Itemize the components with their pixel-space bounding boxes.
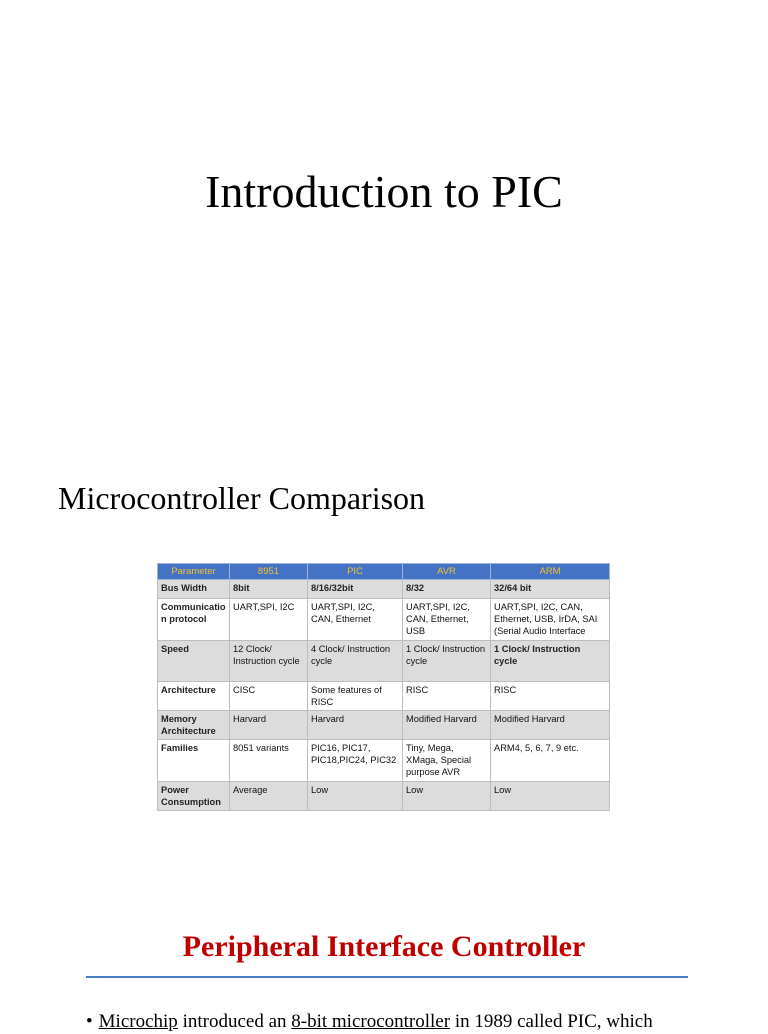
table-row [158, 682, 610, 711]
table-cell: 12 Clock/ Instruction cycle [230, 641, 308, 682]
table-cell: RISC [491, 682, 610, 711]
table-header-row [158, 564, 610, 580]
header-avr: AVR [403, 564, 491, 580]
table-cell: Some features of RISC [308, 682, 403, 711]
table-cell: 8051 variants [230, 740, 308, 782]
table-row [158, 641, 610, 682]
bullet-text-2: in 1989 called PIC, which [450, 1011, 653, 1032]
table-cell: RISC [403, 682, 491, 711]
header-pic: PIC [308, 564, 403, 580]
table-row [158, 580, 610, 599]
bullet-text: introduced an [177, 1011, 292, 1032]
table-row [158, 782, 610, 811]
comparison-table-wrapper [157, 563, 609, 811]
table-cell: 8/32 [403, 580, 491, 599]
table-cell-param: Power Consumption [158, 782, 230, 811]
table-cell: 4 Clock/ Instruction cycle [308, 641, 403, 682]
table-cell-param: Communicatio n protocol [158, 599, 230, 641]
bullet-icon: • [86, 1011, 93, 1032]
header-arm: ARM [491, 564, 610, 580]
table-cell: 32/64 bit [491, 580, 610, 599]
table-cell: Low [403, 782, 491, 811]
table-cell: Modified Harvard [491, 711, 610, 740]
table-cell-param: Families [158, 740, 230, 782]
peripheral-heading: Peripheral Interface Controller [182, 930, 586, 963]
table-cell: PIC16, PIC17, PIC18,PIC24, PIC32 [308, 740, 403, 782]
slide-title: Introduction to PIC [205, 166, 563, 217]
header-8951: 8951 [230, 564, 308, 580]
table-cell-param: Memory Architecture [158, 711, 230, 740]
table-cell: Average [230, 782, 308, 811]
table-cell-param: Bus Width [158, 580, 230, 599]
table-cell: UART,SPI, I2C, CAN, Ethernet [308, 599, 403, 641]
table-row [158, 599, 610, 641]
heading-divider [86, 976, 688, 978]
table-cell: UART,SPI, I2C [230, 599, 308, 641]
table-row [158, 740, 610, 782]
table-cell: Low [308, 782, 403, 811]
table-cell: 8bit [230, 580, 308, 599]
table-row [158, 711, 610, 740]
comparison-table [157, 563, 610, 811]
table-cell: CISC [230, 682, 308, 711]
table-cell-param: Architecture [158, 682, 230, 711]
table-cell: 8/16/32bit [308, 580, 403, 599]
table-cell: ARM4, 5, 6, 7, 9 etc. [491, 740, 610, 782]
table-cell: UART,SPI, I2C, CAN, Ethernet, USB [403, 599, 491, 641]
bullet-link-8bit: 8-bit microcontroller [291, 1011, 451, 1032]
bullet-link-microchip: Microchip [98, 1011, 178, 1032]
table-cell: Modified Harvard [403, 711, 491, 740]
table-cell: Harvard [230, 711, 308, 740]
table-cell: UART,SPI, I2C, CAN, Ethernet, USB, IrDA, SAI (Serial Audio Interface [491, 599, 610, 641]
table-cell: Harvard [308, 711, 403, 740]
table-cell-param: Speed [158, 641, 230, 682]
bullet-point [86, 1010, 653, 1034]
header-parameter: Parameter [158, 564, 230, 580]
table-cell: Low [491, 782, 610, 811]
section-title: Microcontroller Comparison [58, 480, 426, 516]
table-cell: 1 Clock/ Instruction cycle [491, 641, 610, 682]
table-cell: Tiny, Mega, XMaga, Special purpose AVR [403, 740, 491, 782]
table-cell: 1 Clock/ Instruction cycle [403, 641, 491, 682]
